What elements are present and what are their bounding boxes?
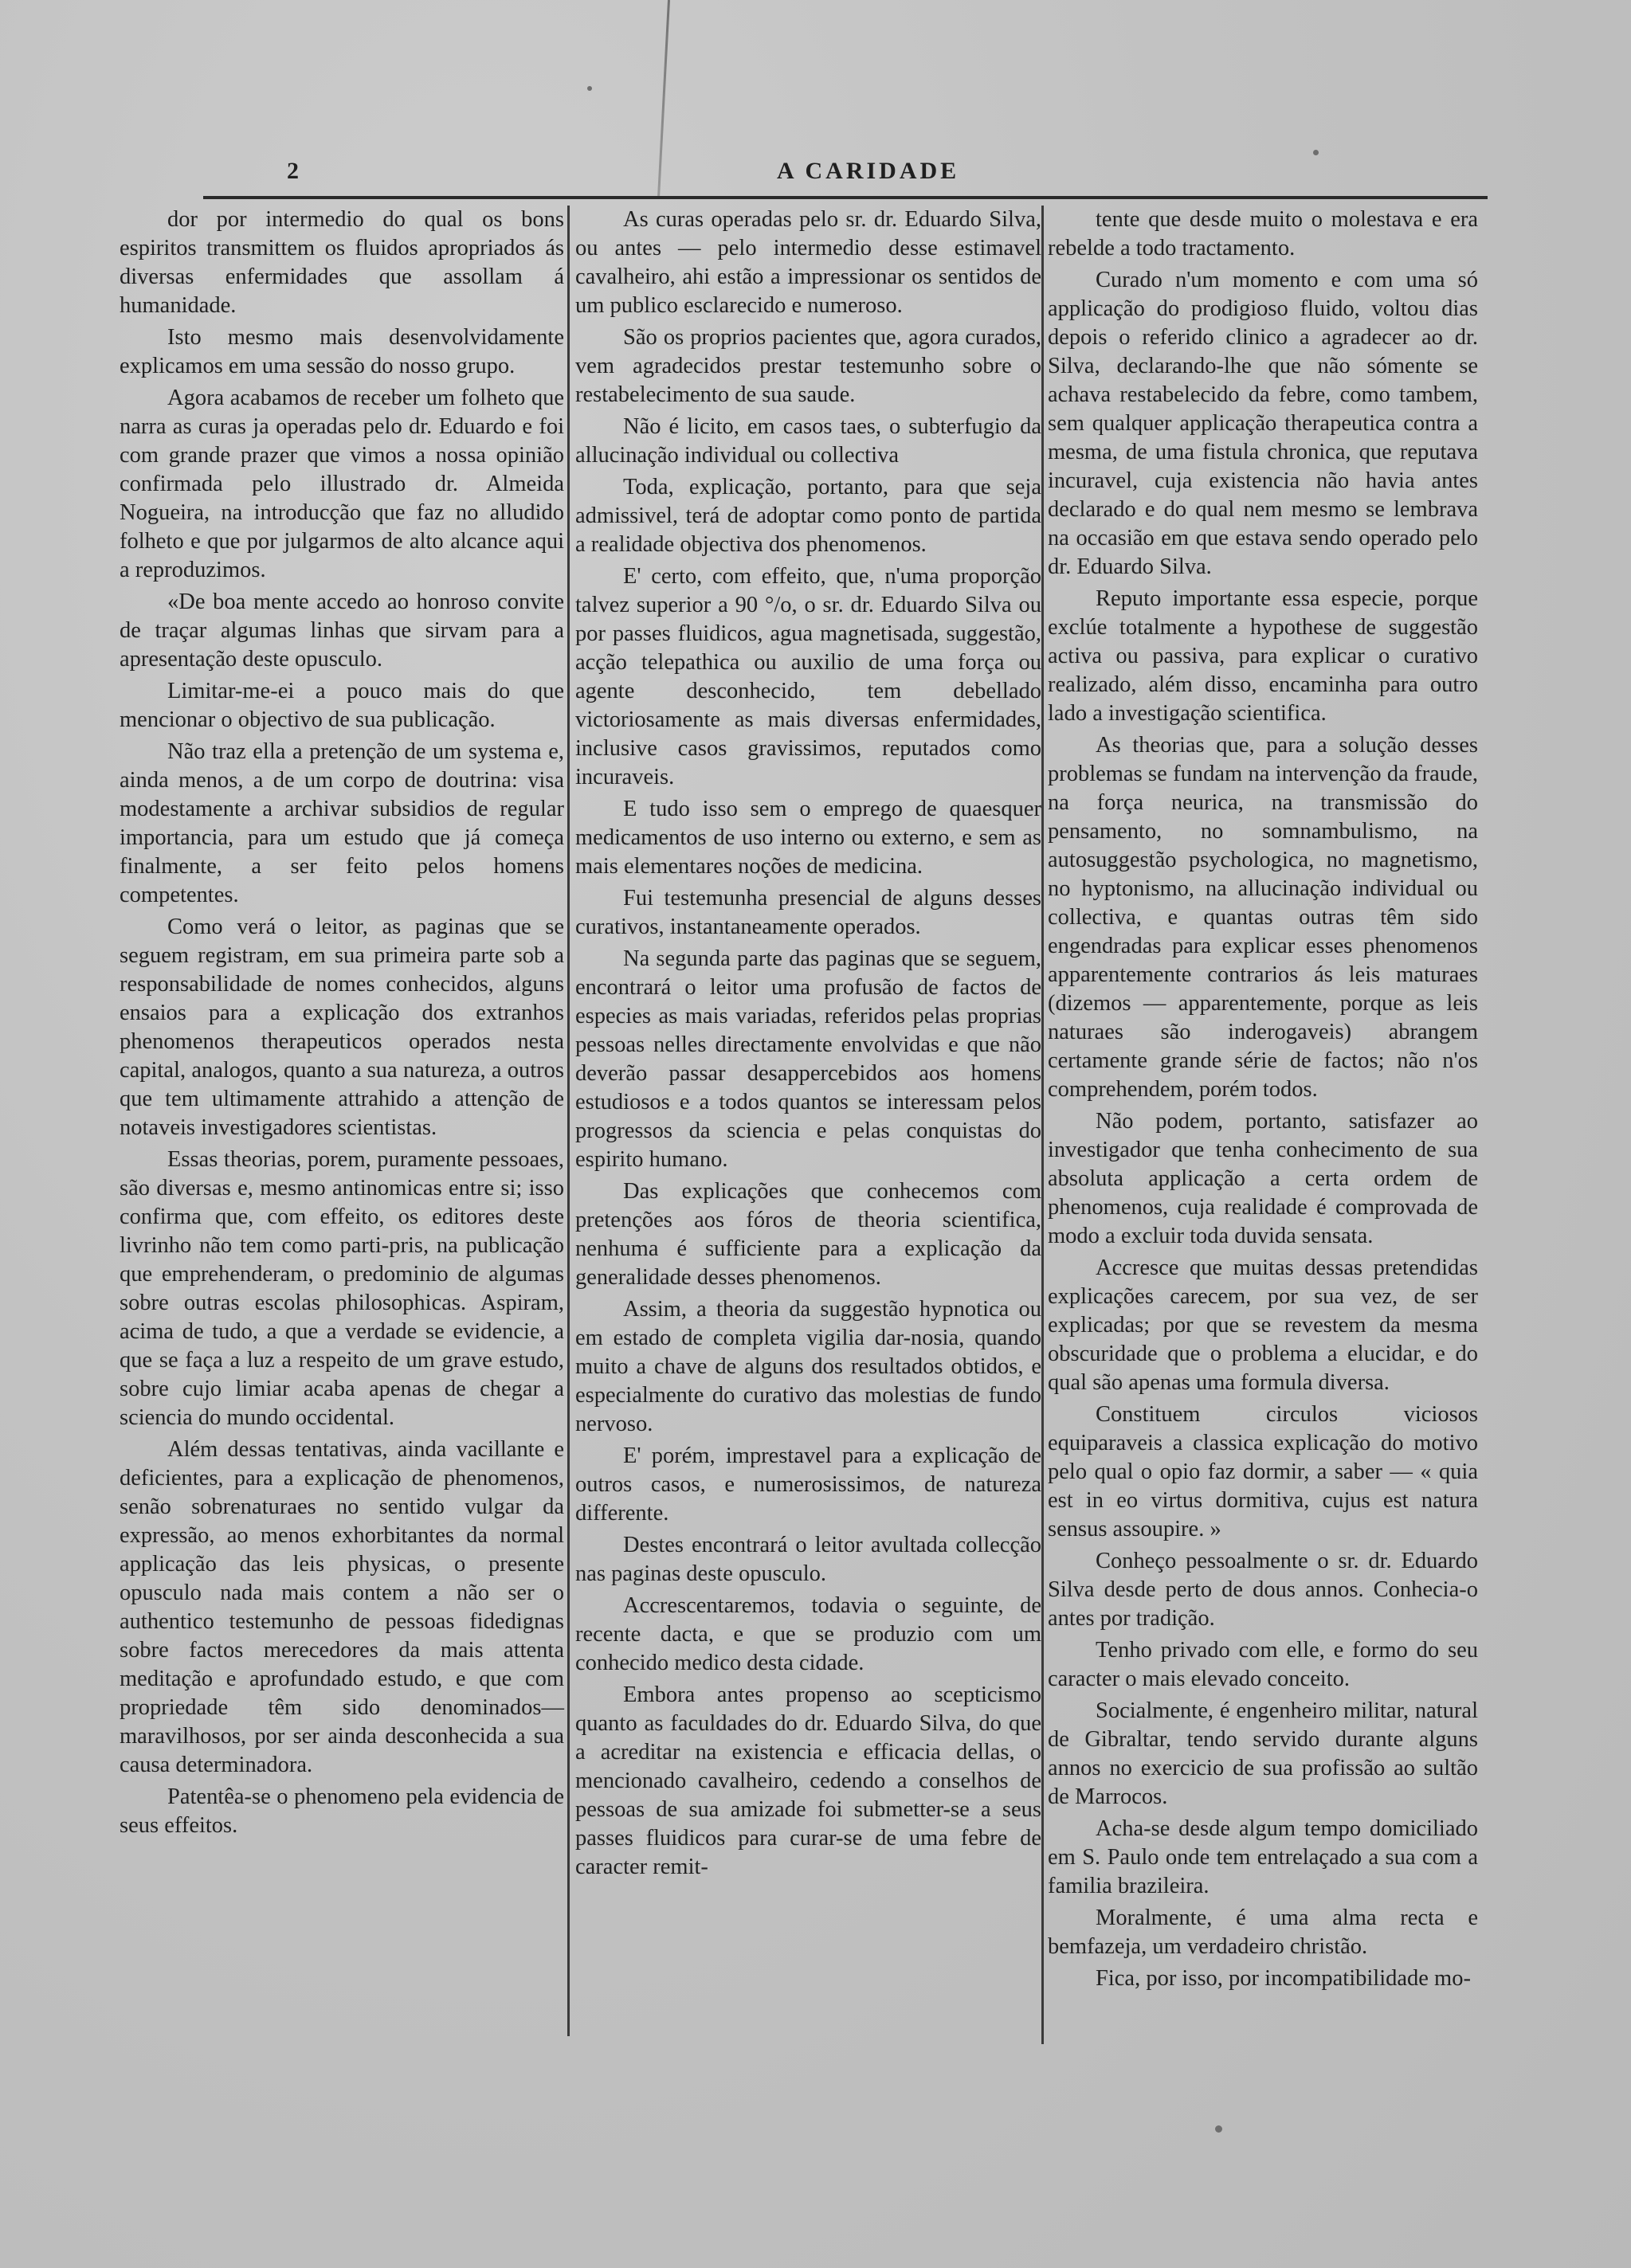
column-2 (575, 206, 1041, 2038)
article-paragraph: E' porém, imprestavel para a explicação de outros casos, e numerosissimos, de natureza differente. (575, 1443, 1041, 1526)
article-paragraph: Patentêa-se o phenomeno pela evidencia de seus effeitos. (120, 1784, 564, 1838)
article-paragraph: Fui testemunha presencial de alguns desses curativos, instantaneamente operados. (575, 886, 1041, 939)
article-paragraph: Limitar-me-ei a pouco mais do que mencionar o objectivo de sua publicação. (120, 679, 564, 732)
article-paragraph: dor por intermedio do qual os bons espiritos transmittem os fluidos apropriados ás diversas enfermidades que assollam á humanidade. (120, 207, 564, 318)
article-paragraph: Agora acabamos de receber um folheto que narra as curas ja operadas pelo dr. Eduardo e foi com grande prazer que vimos a nossa opinião confirmada pelo illustrado dr. Almeida Nogueira, na introducção que faz no alludido folheto e que por julgarmos de alto alcance aqui a reproduzimos. (120, 386, 564, 582)
article-paragraph: Moralmente, é uma alma recta e bemfazeja, um verdadeiro christão. (1048, 1906, 1478, 1959)
article-paragraph: Toda, explicação, portanto, para que seja admissivel, terá de adoptar como ponto de partida a realidade objectiva dos phenomenos. (575, 475, 1041, 557)
column-divider (1041, 206, 1044, 2044)
article-paragraph: Accrescentaremos, todavia o seguinte, de recente dacta, e que se produzio com um conhecido medico desta cidade. (575, 1593, 1041, 1675)
article-paragraph: Accresce que muitas dessas pretendidas explicações carecem, por sua vez, de ser explicadas; por que se revestem da mesma obscuridade que o problema a elucidar, e do qual são apenas uma formula diversa. (1048, 1255, 1478, 1395)
article-paragraph: Não podem, portanto, satisfazer ao investigador que tenha conhecimento de sua absoluta applicação a certa ordem de phenomenos, cuja realidade é comprovada de modo a excluir toda duvida sensata. (1048, 1109, 1478, 1248)
article-paragraph: E' certo, com effeito, que, n'uma proporção talvez superior a 90 °/o, o sr. dr. Eduardo Silva ou por passes fluidicos, agua magnetisada, suggestão, acção telepathica ou auxilio de uma força ou agente desconhecido, tem debellado victoriosamente as mais diversas enfermidades, inclusive casos gravissimos, reputados como incuraveis. (575, 564, 1041, 789)
article-paragraph: Não traz ella a pretenção de um systema e, ainda menos, a de um corpo de doutrina: visa modestamente a archivar subsidios de regular importancia, para um estudo que já começa finalmente, a ser feito pelos homens competentes. (120, 739, 564, 907)
article-paragraph: Das explicações que conhecemos com pretenções aos fóros de theoria scientifica, nenhuma é sufficiente para a explicação da generalidade desses phenomenos. (575, 1179, 1041, 1290)
article-paragraph: Reputo importante essa especie, porque exclúe totalmente a hypothese de suggestão activa ou passiva, para explicar o curativo realizado, além disso, encaminha para outro lado a investigação scientifica. (1048, 586, 1478, 726)
paper-crack (657, 0, 670, 199)
article-paragraph: São os proprios pacientes que, agora curados, vem agradecidos prestar testemunho sobre o restabelecimento de sua saude. (575, 325, 1041, 407)
article-paragraph: Como verá o leitor, as paginas que se seguem registram, em sua primeira parte sob a responsabilidade de nomes conhecidos, alguns ensaios para a explicação dos extranhos phenomenos therapeuticos operados nesta capital, analogos, quanto a sua natureza, a outros que tem ultimamente attrahido a attenção de notaveis investigadores scientistas. (120, 915, 564, 1140)
article-paragraph: Socialmente, é engenheiro militar, natural de Gibraltar, tendo servido durante alguns annos no exercicio de sua profissão ao sultão de Marrocos. (1048, 1698, 1478, 1809)
article-paragraph: Isto mesmo mais desenvolvidamente explicamos em uma sessão do nosso grupo. (120, 325, 564, 378)
article-paragraph: E tudo isso sem o emprego de quaesquer medicamentos de uso interno ou externo, e sem as mais elementares noções de medicina. (575, 797, 1041, 879)
article-paragraph: Conheço pessoalmente o sr. dr. Eduardo Silva desde perto de dous annos. Conhecia-o antes por tradição. (1048, 1549, 1478, 1631)
column-3 (1048, 206, 1478, 2038)
newspaper-title: A CARIDADE (777, 158, 960, 184)
paper-speck (1313, 150, 1319, 155)
article-paragraph: «De boa mente accedo ao honroso convite de traçar algumas linhas que sirvam para a apresentação deste opusculo. (120, 590, 564, 672)
article-paragraph: Curado n'um momento e com uma só applicação do prodigioso fluido, voltou dias depois o referido clinico a agradecer ao dr. Silva, declarando-lhe que não sómente se achava restabelecido da febre, como tambem, sem qualquer applicação therapeutica contra a mesma, de uma fistula chronica, que reputava incuravel, cuja existencia não havia antes declarado e do qual nem mesmo se lembrava na occasião em que estava sendo operado pelo dr. Eduardo Silva. (1048, 268, 1478, 579)
article-paragraph: As theorias que, para a solução desses problemas se fundam na intervenção da fraude, na força neurica, na transmissão do pensamento, no somnambulismo, na autosuggestão psychologica, no magnetismo, no hyptonismo, na allucinação individual ou collectiva, e quantas outras têm sido engendradas para explicar esses phenomenos apparentemente contrarios ás leis maturaes (dizemos — apparentemente, porque as leis naturaes são inderogaveis) abrangem certamente grande série de factos; não n'os comprehendem, porém todos. (1048, 733, 1478, 1102)
column-divider (567, 206, 570, 2036)
header-rule (203, 196, 1488, 199)
article-paragraph: Tenho privado com elle, e formo do seu caracter o mais elevado conceito. (1048, 1638, 1478, 1691)
article-paragraph: Não é licito, em casos taes, o subterfugio da allucinação individual ou collectiva (575, 414, 1041, 468)
article-paragraph: Essas theorias, porem, puramente pessoaes, são diversas e, mesmo antinomicas entre si; isso confirma que, com effeito, os editores deste livrinho não tem como parti-pris, na publicação que emprehenderam, o predominio de algumas sobre outras escolas philosophicas. Aspiram, acima de tudo, a que a verdade se evidencie, a que se faça a luz a respeito de um grave estudo, sobre cujo limiar acaba apenas de chegar a sciencia do mundo occidental. (120, 1147, 564, 1430)
paper-speck (587, 86, 592, 91)
article-paragraph: tente que desde muito o molestava e era rebelde a todo tractamento. (1048, 207, 1478, 260)
article-paragraph: Destes encontrará o leitor avultada collecção nas paginas deste opusculo. (575, 1533, 1041, 1586)
column-1 (120, 206, 564, 2038)
page-number: 2 (287, 158, 299, 184)
article-paragraph: Fica, por isso, por incompatibilidade mo- (1096, 1966, 1471, 1991)
article-paragraph: Além dessas tentativas, ainda vacillante e deficientes, para a explicação de phenomenos, senão sobrenaturaes no sentido vulgar da expressão, ao menos exhorbitantes da normal applicação das leis physicas, o presente opusculo nada mais contem a não ser o authentico testemunho de pessoas fidedignas sobre factos merecedores da mais attenta meditação e aprofundado estudo, e que com propriedade têm sido denominados—maravilhosos, por ser ainda desconhecida a sua causa determinadora. (120, 1437, 564, 1777)
article-paragraph: Embora antes propenso ao scepticismo quanto as faculdades do dr. Eduardo Silva, do que a acreditar na existencia e efficacia dellas, o mencionado cavalheiro, cedendo a conselhos de pessoas de sua amizade foi submetter-se a seus passes fluidicos para curar-se de uma febre de caracter remit- (575, 1682, 1041, 1879)
article-paragraph: Na segunda parte das paginas que se seguem, encontrará o leitor uma profusão de factos de especies as mais variadas, referidos pelas proprias pessoas nelles directamente envolvidas e que não deverão passar desappercebidos aos homens estudiosos e a todos quantos se interessam pelos progressos da sciencia e pelas conquistas do espirito humano. (575, 946, 1041, 1172)
article-paragraph: Constituem circulos viciosos equiparaveis a classica explicação do motivo pelo qual o opio faz dormir, a saber — « quia est in eo virtus dormitiva, cujus est natura sensus assoupire. » (1048, 1402, 1478, 1541)
article-paragraph: Assim, a theoria da suggestão hypnotica ou em estado de completa vigilia dar-nosia, quando muito a chave de alguns dos resultados obtidos, e especialmente do curativo das molestias de fundo nervoso. (575, 1297, 1041, 1436)
paper-speck (1215, 2125, 1222, 2133)
article-paragraph: Acha-se desde algum tempo domiciliado em S. Paulo onde tem entrelaçado a sua com a familia brazileira. (1048, 1816, 1478, 1898)
article-paragraph: As curas operadas pelo sr. dr. Eduardo Silva, ou antes — pelo intermedio desse estimavel cavalheiro, ahi estão a impressionar os sentidos de um publico esclarecido e numeroso. (575, 207, 1041, 318)
